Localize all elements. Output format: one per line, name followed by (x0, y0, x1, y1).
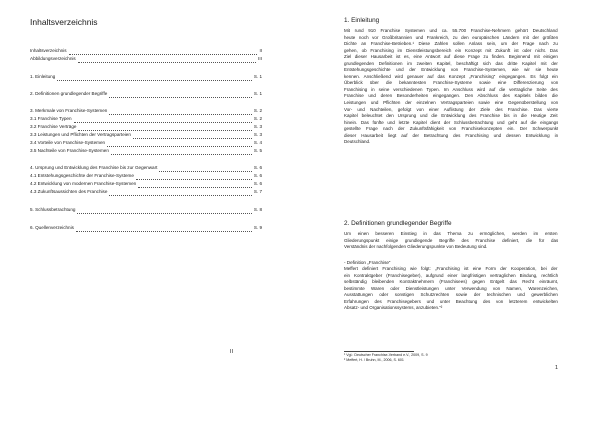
toc-entry-page: S. 9 (253, 225, 262, 230)
toc-entry[interactable] (30, 147, 262, 155)
text-line: Dichte an Franchise-Betrieben.¹ Diese Zahlen sollen Anlass sein, um der Frage nach zu (344, 41, 558, 47)
toc-entry-label: 3. Merkmale von Franchise-Systemen (30, 108, 108, 113)
text-line: Mit rund 910 Franchise Systemen und ca. 55.700 Franchise-Nehmern gehört Deutschland (344, 28, 558, 33)
section-heading: 1. Einleitung (344, 17, 380, 24)
text-line: gehen, ob Franchising im Dienstleistungsbereich ein Konzept mit Zukunft ist oder nicht. Das (344, 47, 558, 53)
toc-entry-label: 1. Einleitung (30, 74, 56, 79)
toc-entry-label: 4.1 Entstehungsgeschichte der Franchise-Systeme (30, 173, 134, 178)
text-line: hinein. Das fünfte und letzte Kapitel dient der Schlussbetrachtung und geht auf die eingangs (344, 119, 558, 125)
toc-leader (77, 209, 251, 215)
toc-leader (76, 227, 252, 233)
toc-entry-page: S. 2 (253, 116, 262, 121)
text-line: Kapitel beleuchtet den Ursprung und die Entwicklung des Franchise bis in die Heutige Zeit (344, 113, 558, 119)
text-line: Deutschland. (344, 139, 371, 145)
text-line: Verständnis der nachfolgenden Gliederungspunkte von Bedeutung sind. (344, 244, 488, 250)
toc-leader (109, 93, 252, 99)
toc-entry-label: 4. Ursprung und Entwicklung des Franchise bis zur Gegenwart (30, 165, 158, 170)
text-line: Franchise und deren Besonderheiten eingegangen. Den Abschluss des Kapitels bilden die (344, 93, 558, 99)
toc-entry-page: III (258, 56, 262, 61)
section-einleitung (344, 17, 558, 146)
text-line: heute noch vor Großbritannien und Frankreich, zu den europäischen Ländern mit der größten (344, 34, 558, 40)
toc-entry[interactable] (30, 188, 262, 196)
definition-subheading: - Definition „Franchise“ (344, 259, 391, 265)
toc-entry-label: 3.5 Nachteile von Franchise-Systemen (30, 148, 109, 153)
text-line: Vor- und Nachteilen, gefolgt von einer Auflistung der Ziele des Franchise. Das vierte (344, 106, 558, 112)
section-paragraph (344, 28, 558, 146)
text-line: kennen. Anschließend wird genauer auf das Konzept „Franchising“ eingegangen. Es folgt ein (344, 73, 558, 79)
toc-entry-page: S. 4 (253, 140, 262, 145)
toc-entry-page: S. 3 (253, 132, 262, 137)
toc-leader (78, 58, 256, 64)
toc-entry-label: Abbildungsverzeichnis (30, 56, 76, 61)
toc-entry-label: Inhaltsverzeichnis (30, 48, 67, 53)
toc-entry-page: S. 1 (253, 74, 262, 79)
text-line: Entstehungsgeschichte und der Entwicklung von Franchise-Systemen, wie wir sie heute (344, 67, 558, 73)
text-line: Absatz- und Organisationssystems, anzubieten.“² (344, 305, 443, 311)
section-paragraph (344, 231, 558, 251)
toc-entry[interactable] (30, 115, 262, 123)
text-line: Ziel dieser Hausarbeit ist es, eine Antwort auf diese Frage zu finden. Beginnend mit einigen (344, 54, 558, 60)
text-line: Überblick über die bekanntesten Franchise-Systeme sowie eine Differenzierung von (344, 80, 558, 86)
toc-entry[interactable] (30, 123, 262, 131)
toc-entry-page: S. 5 (253, 148, 262, 153)
toc-entry-label: 3.1 Franchise Typen (30, 116, 72, 121)
text-line: Erfahrungen des Franchisegebers und unter Beachtung des von letzterem entwickelten (344, 298, 558, 304)
toc-title: Inhaltsverzeichnis (30, 17, 98, 27)
toc-entry-page: S. 1 (253, 91, 262, 96)
toc-entry-page: S. 6 (253, 181, 262, 186)
toc-entry-label: 4.2 Entwicklung von modernen Franchise-Systemen (30, 181, 137, 186)
footnote: ² Meffert, H. / Bruhn, M., 2006, S. 601 (344, 357, 404, 362)
toc-entry-label: 3.4 Vorteile von Franchise-Systemen (30, 140, 106, 145)
section-heading: 2. Definitionen grundlegender Begriffe (344, 220, 452, 227)
toc-entry[interactable] (30, 172, 262, 180)
footnote: ¹ Vgl.: Deutscher Franchise-Verband e.V., 2009, S. 9 (344, 353, 428, 357)
toc-entry-label: 4.3 Zukunftsaussichten des Franchise (30, 189, 108, 194)
page-number: II (230, 349, 233, 355)
toc-leader (57, 76, 252, 82)
text-line: grundlegenden Definitionen im zweiten Kapitel, beschäftigt sich das dritte Kapitel mit der (344, 60, 558, 66)
text-line: Ausstattungen oder sonstigen Schutzrechten sowie der technischen und gewerblichen (344, 292, 558, 298)
toc-entry-page: S. 6 (253, 165, 262, 170)
toc-entry-page: S. 6 (253, 173, 262, 178)
text-line: bestimmte Waren oder Dienstleistungen unter Verwendung von Namen, Warenzeichen, (344, 285, 558, 291)
toc-entry[interactable] (30, 224, 262, 232)
toc-entry-page: S. 7 (253, 189, 262, 194)
text-line: gestellte Frage nach der Zukunftsfähigkeit von Franchisekonzepten ein. Der Schwerpunkt (344, 126, 558, 132)
toc-entry[interactable] (30, 107, 262, 115)
section-definitionen (344, 220, 558, 312)
toc-entry[interactable] (30, 90, 262, 98)
toc-leader (111, 150, 252, 156)
toc-entry-label: 2. Definitionen grundlegender Begriffe (30, 91, 108, 96)
toc-entry-label: 3.2 Franchise Verträge (30, 124, 77, 129)
text-line: dieser Hausarbeit liegt auf der Betrachtung des Franchising und dessen Entwicklung in (344, 132, 558, 138)
toc-entry[interactable] (30, 180, 262, 188)
page-number: 1 (555, 365, 558, 371)
footnote-divider (344, 351, 414, 352)
toc-entry-page: S. 3 (253, 124, 262, 129)
text-line: Gliederungspunkt einige grundlegende Begriffe des Franchise definiert, die für das (344, 237, 558, 243)
toc-entry[interactable] (30, 164, 262, 172)
toc-entry[interactable] (30, 139, 262, 147)
toc-list (30, 47, 262, 232)
toc-entry-page: S. 2 (253, 108, 262, 113)
text-line: selbständig bleibenden Kontraktnehmern (Franchisees) gegen Entgelt das Recht einräumt, (344, 279, 558, 285)
text-line: Meffert definiert Franchising wie folgt: „Franchising ist eine Form der Kooperation, bei der (344, 266, 558, 272)
text-line: Leistungen und Pflichten der einzelnen Vertragsparteien sowie eine Gegenüberstellung von (344, 100, 558, 106)
toc-entry[interactable] (30, 73, 262, 81)
text-line: ein Kontraktgeber (Franchisegeber), aufgrund einer langfristigen vertraglichen Bindung, rechtlich (344, 272, 558, 278)
toc-entry-page: II (259, 48, 262, 53)
toc-entry-label: 6. Quellenverzeichnis (30, 225, 74, 230)
definition-paragraph (344, 266, 558, 312)
text-line: Franchising in seine verschiedenen Typen. Im Anschluss wird auf die vertragliche Seite des (344, 86, 558, 92)
toc-leader (109, 191, 251, 197)
toc-entry[interactable] (30, 206, 262, 214)
toc-entry-label: 5. Schlussbetrachtung (30, 207, 76, 212)
toc-entry[interactable] (30, 55, 262, 63)
footnotes (344, 353, 428, 363)
toc-entry[interactable] (30, 131, 262, 139)
toc-entry-page: S. 8 (253, 207, 262, 212)
text-line: Um einen besseren Einstieg in das Thema zu ermöglichen, werden im ersten (344, 231, 558, 236)
toc-entry-label: 3.3 Leistungen und Pflichten der Vertragsparteien (30, 132, 131, 137)
toc-entry[interactable] (30, 47, 262, 55)
